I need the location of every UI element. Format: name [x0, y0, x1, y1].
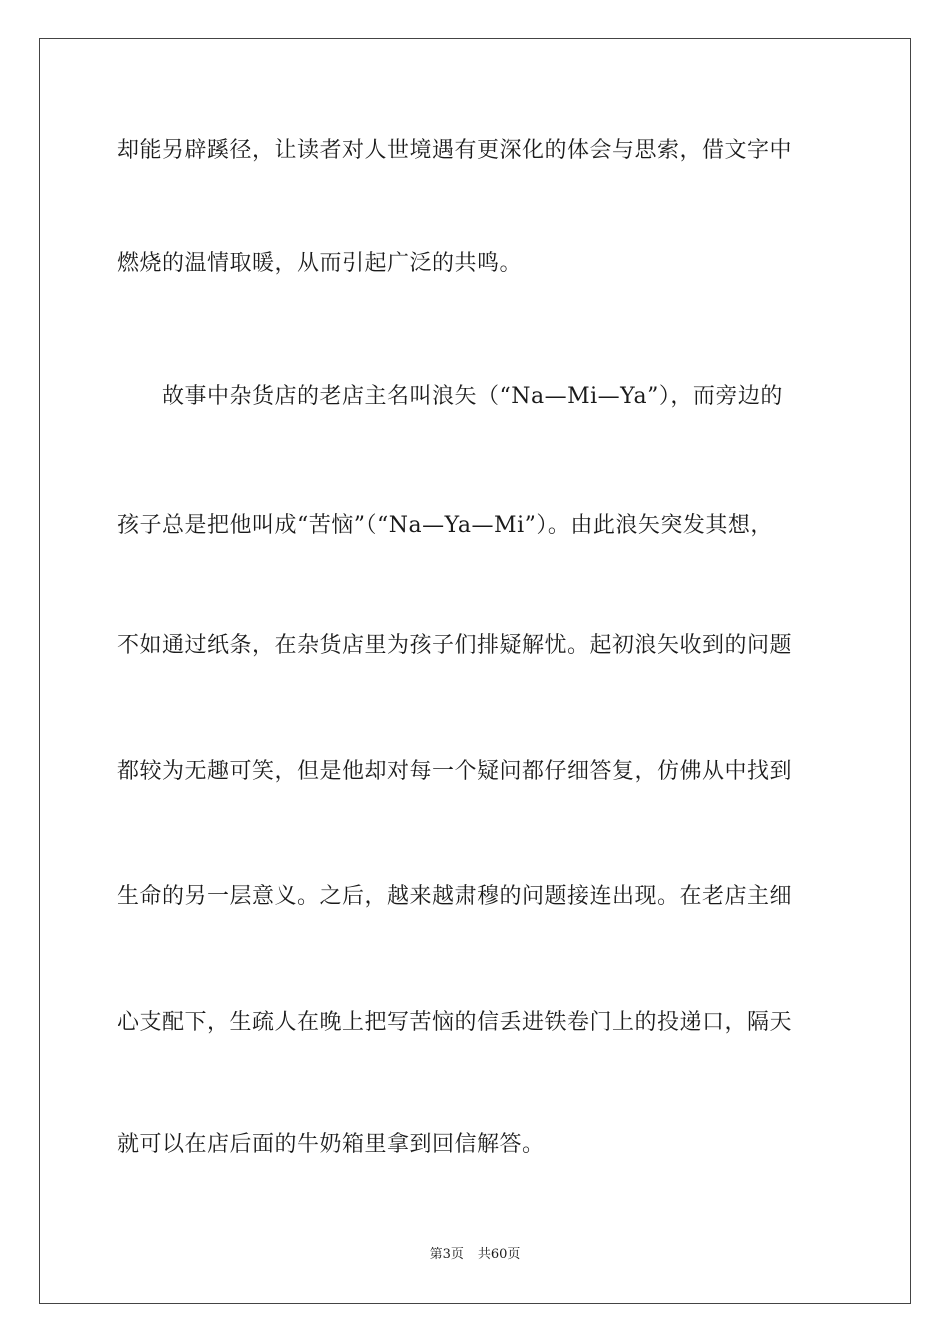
- text-line-9: 就可以在店后面的牛奶箱里拿到回信解答。: [117, 1132, 545, 1157]
- text-line-7: 生命的另一层意义。之后，越来越肃穆的问题接连出现。在老店主细: [117, 884, 793, 909]
- page-footer: [0, 1246, 950, 1264]
- text-line-1: 却能另辟蹊径，让读者对人世境遇有更深化的体会与思索，借文字中: [117, 138, 793, 163]
- text-line-8: 心支配下，生疏人在晚上把写苦恼的信丢进铁卷门上的投递口，隔天: [117, 1010, 793, 1035]
- page-frame: [39, 38, 911, 1304]
- text-line-5: 不如通过纸条，在杂货店里为孩子们排疑解忧。起初浪矢收到的问题: [117, 633, 793, 658]
- text-line-3: 故事中杂货店的老店主名叫浪矢（“Na—Mi—Ya”），而旁边的: [117, 384, 783, 409]
- page-total: 共60页: [477, 1247, 521, 1262]
- text-line-2: 燃烧的温情取暖，从而引起广泛的共鸣。: [117, 251, 523, 276]
- text-line-6: 都较为无趣可笑，但是他却对每一个疑问都仔细答复，仿佛从中找到: [117, 759, 793, 784]
- text-line-4: 孩子总是把他叫成“苦恼”（“Na—Ya—Mi”）。由此浪矢突发其想，: [117, 513, 773, 538]
- page-number: 第3页: [429, 1247, 464, 1262]
